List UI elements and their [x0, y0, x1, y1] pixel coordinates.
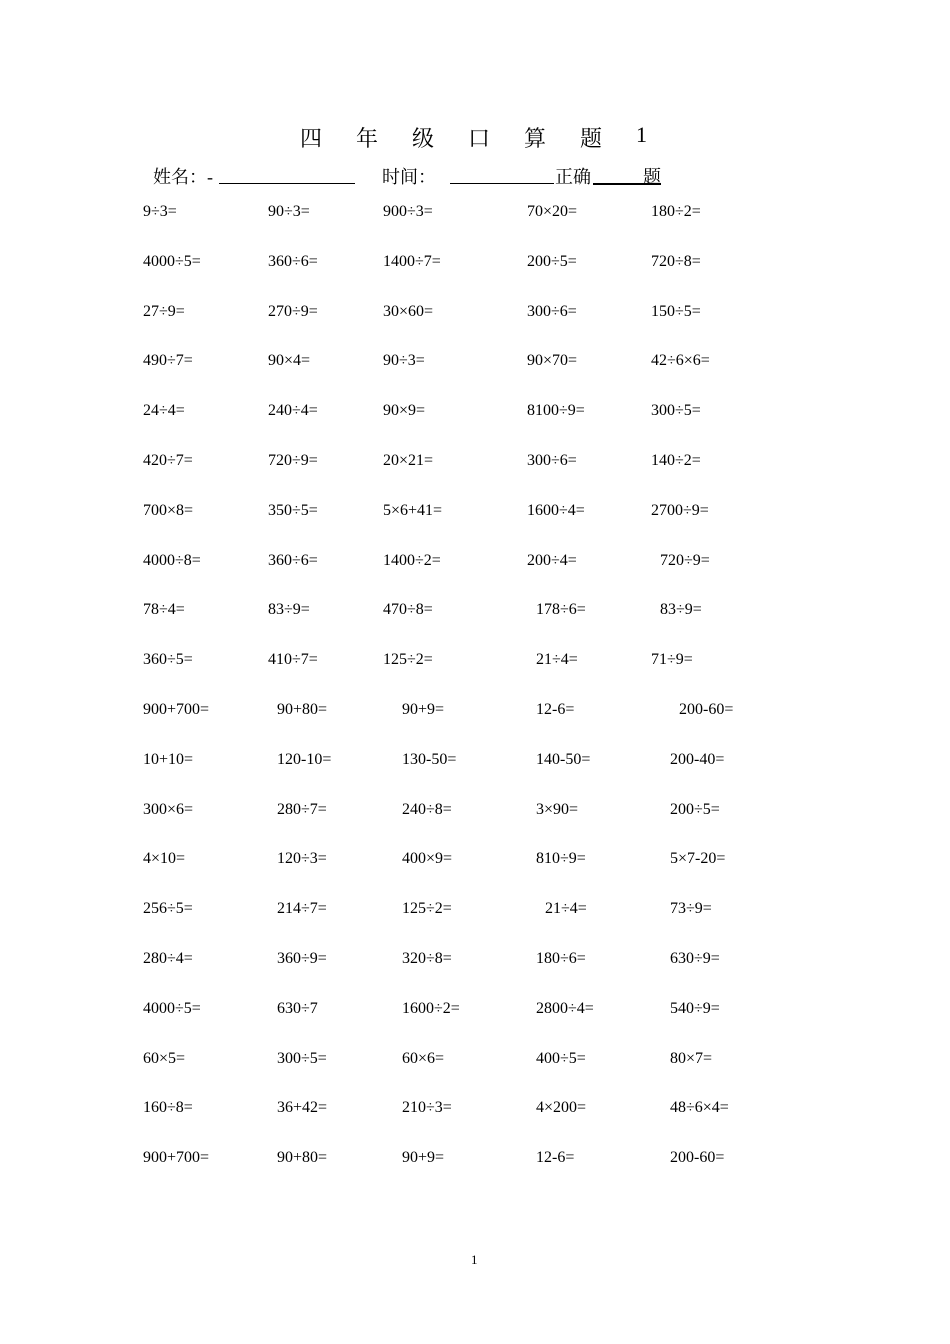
- problem-cell: 60×5=: [143, 1050, 186, 1067]
- title-char: 年: [356, 126, 379, 151]
- problem-cell: 630÷9=: [670, 950, 720, 967]
- problem-cell: 900+700=: [143, 701, 210, 718]
- problem-cell: 214÷7=: [277, 900, 327, 917]
- problem-cell: 400×9=: [402, 850, 453, 867]
- problem-cell: 4×200=: [536, 1099, 587, 1116]
- problem-cell: 9÷3=: [143, 203, 177, 220]
- problem-cell: 320÷8=: [402, 950, 452, 967]
- problem-cell: 360÷6=: [268, 552, 318, 569]
- problem-cell: 4000÷5=: [143, 1000, 201, 1017]
- problem-cell: 410÷7=: [268, 651, 318, 668]
- problem-cell: 150÷5=: [651, 303, 701, 320]
- problem-cell: 300÷5=: [277, 1050, 327, 1067]
- problem-cell: 720÷9=: [268, 452, 318, 469]
- problem-cell: 12-6=: [536, 701, 575, 718]
- problem-cell: 90+9=: [402, 701, 445, 718]
- problem-cell: 125÷2=: [383, 651, 433, 668]
- problem-cell: 360÷9=: [277, 950, 327, 967]
- problem-cell: 160÷8=: [143, 1099, 193, 1116]
- problem-cell: 630÷7: [277, 1000, 318, 1017]
- problem-cell: 540÷9=: [670, 1000, 720, 1017]
- name-label: 姓名：-: [153, 167, 213, 187]
- problem-cell: 360÷6=: [268, 253, 318, 270]
- problem-cell: 83÷9=: [268, 601, 310, 618]
- problem-cell: 200-60=: [679, 701, 734, 718]
- problem-cell: 178÷6=: [536, 601, 586, 618]
- title-char: 级: [412, 126, 435, 151]
- problem-cell: 48÷6×4=: [670, 1099, 729, 1116]
- problem-cell: 180÷6=: [536, 950, 586, 967]
- problem-cell: 130-50=: [402, 751, 457, 768]
- problem-cell: 300÷5=: [651, 402, 701, 419]
- problem-cell: 200-40=: [670, 751, 725, 768]
- problem-cell: 200÷4=: [527, 552, 577, 569]
- title-char: 口: [468, 126, 491, 151]
- problem-cell: 20×21=: [383, 452, 434, 469]
- problem-cell: 12-6=: [536, 1149, 575, 1166]
- problem-cell: 120÷3=: [277, 850, 327, 867]
- problem-cell: 90÷3=: [383, 352, 425, 369]
- problem-cell: 4000÷8=: [143, 552, 201, 569]
- problem-cell: 90+80=: [277, 701, 328, 718]
- problem-cell: 240÷4=: [268, 402, 318, 419]
- problem-cell: 125÷2=: [402, 900, 452, 917]
- problem-cell: 200÷5=: [670, 801, 720, 818]
- problem-cell: 210÷3=: [402, 1099, 452, 1116]
- problem-cell: 810÷9=: [536, 850, 586, 867]
- problem-cell: 71÷9=: [651, 651, 693, 668]
- problem-cell: 30×60=: [383, 303, 434, 320]
- problem-cell: 80×7=: [670, 1050, 713, 1067]
- page-number: 1: [471, 1252, 478, 1267]
- problem-cell: 350÷5=: [268, 502, 318, 519]
- problem-cell: 90÷3=: [268, 203, 310, 220]
- problem-cell: 360÷5=: [143, 651, 193, 668]
- problem-cell: 1400÷7=: [383, 253, 441, 270]
- correct-label: 正确: [555, 167, 591, 187]
- problem-cell: 400÷5=: [536, 1050, 586, 1067]
- problem-cell: 5×7-20=: [670, 850, 726, 867]
- problem-cell: 140÷2=: [651, 452, 701, 469]
- problem-cell: 8100÷9=: [527, 402, 585, 419]
- problem-cell: 90×9=: [383, 402, 426, 419]
- problem-cell: 5×6+41=: [383, 502, 443, 519]
- problem-cell: 90×4=: [268, 352, 311, 369]
- problem-cell: 3×90=: [536, 801, 579, 818]
- problem-cell: 900÷3=: [383, 203, 433, 220]
- problem-cell: 140-50=: [536, 751, 591, 768]
- problem-cell: 300÷6=: [527, 452, 577, 469]
- problem-cell: 21÷4=: [536, 651, 578, 668]
- title-char: 四: [300, 126, 323, 151]
- problem-cell: 1600÷4=: [527, 502, 585, 519]
- title-char: 1: [636, 122, 647, 147]
- problem-cell: 470÷8=: [383, 601, 433, 618]
- problem-cell: 2700÷9=: [651, 502, 709, 519]
- problem-cell: 90×70=: [527, 352, 578, 369]
- problem-cell: 280÷4=: [143, 950, 193, 967]
- problem-cell: 300÷6=: [527, 303, 577, 320]
- problem-cell: 900+700=: [143, 1149, 210, 1166]
- problem-cell: 700×8=: [143, 502, 194, 519]
- problem-cell: 720÷9=: [660, 552, 710, 569]
- problem-cell: 420÷7=: [143, 452, 193, 469]
- title-char: 算: [524, 126, 547, 151]
- problem-cell: 42÷6×6=: [651, 352, 710, 369]
- problem-cell: 24÷4=: [143, 402, 185, 419]
- problem-cell: 83÷9=: [660, 601, 702, 618]
- problem-cell: 78÷4=: [143, 601, 185, 618]
- problem-cell: 60×6=: [402, 1050, 445, 1067]
- problem-cell: 70×20=: [527, 203, 578, 220]
- problem-cell: 240÷8=: [402, 801, 452, 818]
- problem-cell: 300×6=: [143, 801, 194, 818]
- problem-cell: 1600÷2=: [402, 1000, 460, 1017]
- problem-cell: 270÷9=: [268, 303, 318, 320]
- problem-cell: 720÷8=: [651, 253, 701, 270]
- problem-cell: 256÷5=: [143, 900, 193, 917]
- title-char: 题: [580, 126, 603, 151]
- time-label: 时间：: [382, 167, 436, 187]
- correct-suffix: 题: [643, 167, 661, 187]
- problem-cell: 280÷7=: [277, 801, 327, 818]
- problem-cell: 1400÷2=: [383, 552, 441, 569]
- problem-cell: 27÷9=: [143, 303, 185, 320]
- problem-cell: 21÷4=: [545, 900, 587, 917]
- problem-cell: 10+10=: [143, 751, 194, 768]
- problem-cell: 73÷9=: [670, 900, 712, 917]
- problem-cell: 90+9=: [402, 1149, 445, 1166]
- problem-cell: 36+42=: [277, 1099, 328, 1116]
- problem-cell: 200÷5=: [527, 253, 577, 270]
- problem-cell: 2800÷4=: [536, 1000, 594, 1017]
- problem-cell: 4000÷5=: [143, 253, 201, 270]
- problem-cell: 200-60=: [670, 1149, 725, 1166]
- problem-cell: 4×10=: [143, 850, 186, 867]
- problem-cell: 120-10=: [277, 751, 332, 768]
- problem-cell: 90+80=: [277, 1149, 328, 1166]
- problem-cell: 180÷2=: [651, 203, 701, 220]
- problem-cell: 490÷7=: [143, 352, 193, 369]
